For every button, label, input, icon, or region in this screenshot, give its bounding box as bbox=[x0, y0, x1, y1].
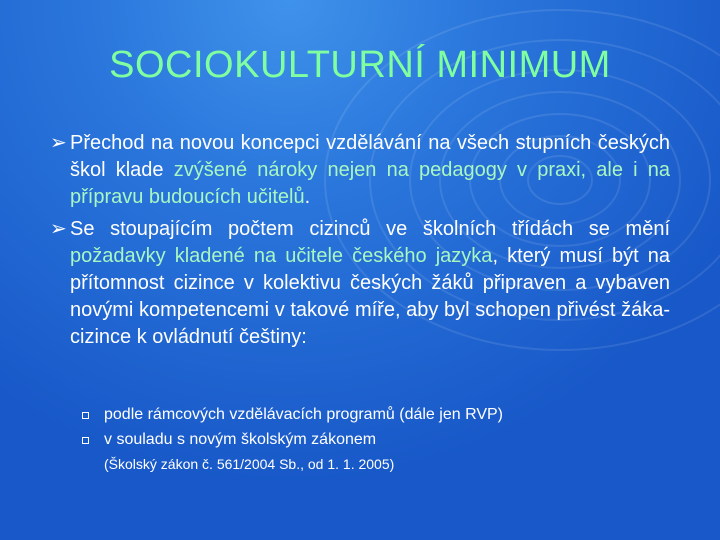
slide-title: SOCIOKULTURNÍ MINIMUM bbox=[109, 44, 611, 86]
bullet-text bbox=[70, 130, 670, 211]
sub-item-text: podle rámcových vzdělávacích programů (dále jen RVP) bbox=[104, 406, 504, 423]
bullet-highlight: požadavky kladené na učitele českého jazyka bbox=[70, 245, 493, 267]
bullet-item bbox=[50, 216, 670, 351]
sub-item-text: v souladu s novým školským zákonem bbox=[104, 431, 377, 448]
sub-item bbox=[82, 404, 642, 426]
square-bullet-icon bbox=[82, 412, 89, 419]
bullet-highlight: zvýšené nároky nejen na pedagogy v praxi, ale i na přípravu budoucích učitelů bbox=[70, 159, 670, 208]
bullet-text-part: , který musí být na přítomnost cizince v kolektivu českých žáků připraven a vybaven novými kompetencemi v takové míře, aby byl schopen přivést žáka-cizince k ovládnutí češtiny: bbox=[70, 245, 671, 348]
square-bullet-icon bbox=[82, 437, 89, 444]
bullet-item bbox=[50, 130, 670, 211]
bullet-text-part: Přechod na novou koncepci vzdělávání na všech stupních českých škol klade bbox=[70, 132, 670, 181]
bullet-text-part: Se stoupajícím počtem cizinců ve školních třídách se mění bbox=[70, 218, 670, 240]
arrow-bullet-icon: ➢ bbox=[50, 218, 67, 240]
bullet-text bbox=[70, 216, 670, 351]
arrow-bullet-icon: ➢ bbox=[50, 132, 67, 154]
bullet-text-part: . bbox=[304, 186, 311, 208]
law-reference-note: (Školský zákon č. 561/2004 Sb., od 1. 1. 2005) bbox=[104, 456, 395, 472]
sub-item bbox=[82, 429, 642, 451]
